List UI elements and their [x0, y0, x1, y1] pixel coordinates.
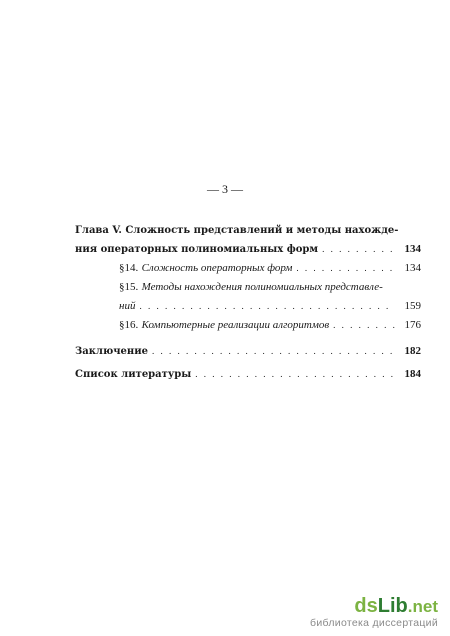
dot-leader	[296, 259, 395, 278]
chapter5-title-line1: Глава V. Сложность представлений и методы нахожде-	[75, 225, 399, 236]
chapter5-page: 134	[404, 243, 421, 255]
toc-section-15-line1	[75, 278, 421, 297]
logo-net: .net	[407, 597, 438, 616]
dslib-watermark[interactable]	[310, 596, 438, 630]
toc-section-16[interactable]	[75, 316, 421, 335]
section-16-page: 176	[404, 319, 421, 331]
logo-lib: Lib	[377, 595, 408, 617]
section-16-number: §16.	[119, 319, 139, 331]
table-of-contents	[75, 221, 421, 384]
chapter5-title-line2: ния операторных полиномиальных форм	[75, 244, 319, 255]
section-15-title-line1: Методы нахождения полиномиальных представле-	[141, 281, 383, 293]
page-number: — 3 —	[207, 182, 243, 196]
section-15-title-line2: ний	[119, 300, 136, 312]
toc-section-15-line2[interactable]	[75, 297, 421, 316]
section-14-title: Сложность операторных форм	[141, 262, 293, 274]
conclusion-title: Заключение	[75, 346, 148, 357]
toc-chapter5-line1	[75, 221, 421, 240]
references-title: Список литературы	[75, 369, 192, 380]
conclusion-page: 182	[404, 345, 421, 357]
toc-chapter5-line2[interactable]	[75, 240, 421, 259]
references-page: 184	[404, 368, 421, 380]
dot-leader	[322, 240, 395, 259]
toc-references[interactable]	[75, 365, 421, 384]
toc-section-14[interactable]	[75, 259, 421, 278]
dot-leader	[139, 297, 395, 316]
section-16-title: Компьютерные реализации алгоритмов	[141, 319, 330, 331]
dslib-logo	[310, 596, 438, 617]
watermark-subtitle: библиотека диссертаций	[310, 617, 438, 629]
section-15-number: §15.	[119, 281, 139, 293]
logo-ds: ds	[354, 595, 378, 617]
section-14-page: 134	[404, 262, 421, 274]
toc-conclusion[interactable]	[75, 342, 421, 361]
dot-leader	[195, 365, 395, 384]
section-14-number: §14.	[119, 262, 139, 274]
section-15-page: 159	[404, 300, 421, 312]
dot-leader	[333, 316, 395, 335]
dot-leader	[152, 342, 395, 361]
